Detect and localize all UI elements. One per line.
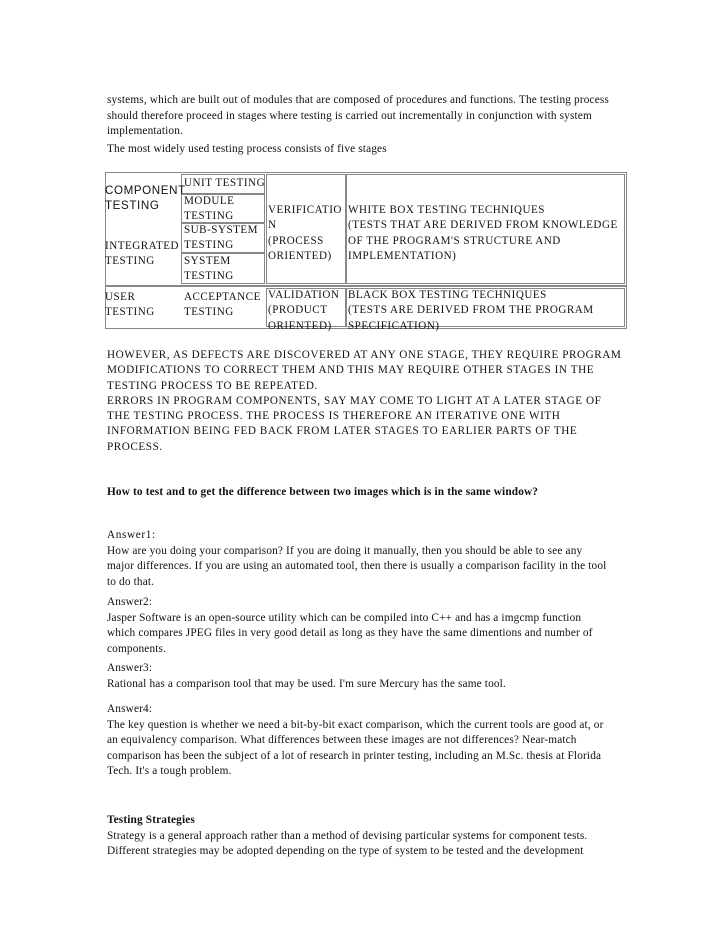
label-line: VALIDATION [268, 289, 340, 301]
module-testing-label [184, 194, 234, 225]
label-line: TESTING [184, 239, 234, 252]
text-line: Rational has a comparison tool that may be used. I'm sure Mercury has the same tool. [107, 677, 506, 690]
label-line: TESTING [184, 306, 234, 319]
text-line: an equivalency comparison. What differences between these images are not differences? Near-match [107, 734, 577, 746]
unit-testing-label: UNIT TESTING [184, 177, 266, 189]
label-line: USER [105, 291, 136, 303]
label-line: SYSTEM [184, 255, 231, 267]
text-line: implementation. [107, 125, 183, 137]
answer-2 [107, 595, 627, 657]
answer-label: Answer1: [107, 529, 156, 541]
label-line: OF THE PROGRAM'S STRUCTURE AND [348, 234, 561, 247]
text-line: Tech. It's a tough problem. [107, 765, 232, 777]
label-line: INTEGRATED [105, 240, 180, 252]
text-line: MODIFICATIONS TO CORRECT THEM AND THIS MAY REQUIRE OTHER STAGES IN THE [107, 364, 595, 377]
text-line: TESTING PROCESS TO BE REPEATED. [107, 379, 318, 392]
white-box-techniques [348, 203, 618, 265]
label-line: TESTING [105, 255, 155, 268]
text-line: Strategy is a general approach rather than a method of devising particular systems for component tests. [107, 829, 588, 842]
text-line: How are you doing your comparison? If you are doing it manually, then you should be able to see any [107, 544, 583, 557]
text-line: HOWEVER, AS DEFECTS ARE DISCOVERED AT ANY ONE STAGE, THEY REQUIRE PROGRAM [107, 349, 622, 361]
stages-line [107, 142, 627, 158]
integrated-testing-label [105, 239, 179, 270]
label-line: MODULE [184, 195, 235, 207]
subsystem-testing-label [184, 223, 258, 254]
label-line: TESTING [184, 270, 234, 283]
text-line: comparison has been the subject of a lot of research in printer testing, including an M.Sc. thesis at Florida [107, 749, 602, 762]
answer-label: Answer4: [107, 703, 153, 715]
acceptance-testing-label [184, 290, 261, 321]
text-line: components. [107, 642, 167, 655]
label-line: (TESTS ARE DERIVED FROM THE PROGRAM [348, 304, 594, 317]
system-testing-label [184, 254, 234, 285]
label-line: TESTING [184, 210, 234, 223]
testing-stages-table [105, 172, 627, 332]
text-line: INFORMATION BEING FED BACK FROM LATER STAGES TO EARLIER PARTS OF THE [107, 425, 578, 438]
validation-label [268, 288, 339, 334]
text-line: How to test and to get the difference between two images which is in the same window? [107, 486, 539, 498]
label-line: ORIENTED) [268, 319, 332, 332]
answer-4 [107, 702, 627, 780]
label-line: TESTING [105, 306, 155, 319]
verification-label [268, 203, 342, 265]
label-line: N [268, 219, 277, 232]
label-line: VERIFICATIO [268, 204, 342, 216]
component-testing-label [105, 183, 186, 213]
answer-3 [107, 661, 627, 692]
question-heading [107, 485, 627, 501]
label-line: TESTING [105, 199, 160, 213]
label-line: ACCEPTANCE [184, 291, 261, 303]
text-line: major differences. If you are using an automated tool, then there is usually a comparison facility in the tool [107, 560, 607, 572]
label-line: COMPONENT [105, 184, 186, 197]
text-line: should therefore proceed in stages where testing is carried out incrementally in conjunction with system [107, 109, 592, 122]
label-line: BLACK BOX TESTING TECHNIQUES [348, 289, 547, 301]
label-line: SPECIFICATION) [348, 319, 440, 332]
answer-label: Answer3: [107, 662, 153, 674]
text-line: Jasper Software is an open-source utility which can be compiled into C++ and has a imgcmp function [107, 611, 582, 624]
label-line: IMPLEMENTATION) [348, 250, 457, 263]
label-line: (PRODUCT [268, 304, 328, 317]
answer-label: Answer2: [107, 596, 153, 608]
text-line: Different strategies may be adopted depending on the type of system to be tested and the development [107, 845, 584, 857]
text-line: ERRORS IN PROGRAM COMPONENTS, SAY MAY COME TO LIGHT AT A LATER STAGE OF [107, 394, 602, 407]
testing-strategies-section [107, 813, 627, 860]
label-line: (PROCESS [268, 234, 324, 247]
section-heading: Testing Strategies [107, 814, 195, 826]
label-line: WHITE BOX TESTING TECHNIQUES [348, 204, 545, 216]
text-line: PROCESS. [107, 440, 163, 453]
label-line: SUB-SYSTEM [184, 224, 259, 236]
text-line: to do that. [107, 575, 155, 588]
text-line: which compares JPEG files in very good detail as long as they have the same dimentions and number of [107, 627, 593, 639]
text-line: systems, which are built out of modules that are composed of procedures and functions. The testing process [107, 94, 609, 106]
intro-paragraph [107, 93, 627, 140]
black-box-techniques [348, 288, 594, 334]
answer-1 [107, 528, 627, 590]
defects-paragraph [107, 348, 627, 455]
text-line: The key question is whether we need a bit-by-bit exact comparison, which the current tools are good at, or [107, 718, 604, 731]
text-line: THE TESTING PROCESS. THE PROCESS IS THEREFORE AN ITERATIVE ONE WITH [107, 410, 561, 423]
label-line: ORIENTED) [268, 250, 332, 263]
label-line: (TESTS THAT ARE DERIVED FROM KNOWLEDGE [348, 219, 618, 232]
user-testing-label [105, 290, 155, 321]
text-line: The most widely used testing process consists of five stages [107, 143, 387, 155]
